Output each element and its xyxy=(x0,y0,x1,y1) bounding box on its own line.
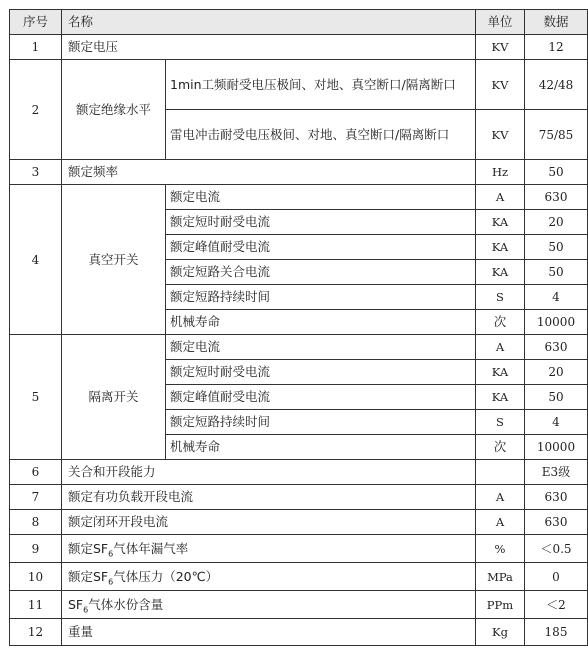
row-name: 额定电压 xyxy=(62,35,476,60)
row-unit: KV xyxy=(476,35,525,60)
table-row xyxy=(10,619,588,646)
row-subname: 机械寿命 xyxy=(166,310,476,335)
row-value: 4 xyxy=(525,410,588,435)
row-no: 9 xyxy=(10,535,62,563)
row-subname: 额定峰值耐受电流 xyxy=(166,235,476,260)
row-unit xyxy=(476,460,525,485)
row-value: 50 xyxy=(525,385,588,410)
row-no: 7 xyxy=(10,485,62,510)
row-unit: KA xyxy=(476,235,525,260)
row-value: 50 xyxy=(525,260,588,285)
row-unit: A xyxy=(476,510,525,535)
row-value: ＜2 xyxy=(525,591,588,619)
table-row xyxy=(10,460,588,485)
header-name: 名称 xyxy=(62,10,476,35)
table-row xyxy=(10,510,588,535)
row-value: 50 xyxy=(525,235,588,260)
row-unit: A xyxy=(476,185,525,210)
row-value: 630 xyxy=(525,510,588,535)
table-row xyxy=(10,591,588,619)
row-unit: KV xyxy=(476,110,525,160)
row-unit: KV xyxy=(476,60,525,110)
row-subname: 额定短时耐受电流 xyxy=(166,210,476,235)
row-subname: 机械寿命 xyxy=(166,435,476,460)
row-value: 10000 xyxy=(525,435,588,460)
row-unit: A xyxy=(476,335,525,360)
row-value: ＜0.5 xyxy=(525,535,588,563)
row-no: 12 xyxy=(10,619,62,646)
row-unit: S xyxy=(476,285,525,310)
table-row xyxy=(10,185,588,210)
header-unit: 单位 xyxy=(476,10,525,35)
table-row xyxy=(10,160,588,185)
row-subname: 额定短路关合电流 xyxy=(166,260,476,285)
parameter-table xyxy=(9,9,588,646)
row-value: 75/85 xyxy=(525,110,588,160)
table-row xyxy=(10,35,588,60)
row-value: E3级 xyxy=(525,460,588,485)
row-group-name: 额定绝缘水平 xyxy=(62,60,166,160)
row-name: 关合和开段能力 xyxy=(62,460,476,485)
row-value: 630 xyxy=(525,185,588,210)
row-subname: 额定短时耐受电流 xyxy=(166,360,476,385)
row-value: 50 xyxy=(525,160,588,185)
header-no: 序号 xyxy=(10,10,62,35)
row-unit: % xyxy=(476,535,525,563)
row-subname: 额定峰值耐受电流 xyxy=(166,385,476,410)
row-no: 4 xyxy=(10,185,62,335)
row-unit: 次 xyxy=(476,310,525,335)
row-subname: 额定电流 xyxy=(166,185,476,210)
row-group-name: 真空开关 xyxy=(62,185,166,335)
row-unit: Hz xyxy=(476,160,525,185)
row-no: 6 xyxy=(10,460,62,485)
row-subname: 雷电冲击耐受电压极间、对地、真空断口/隔离断口 xyxy=(166,110,476,160)
row-value: 0 xyxy=(525,563,588,591)
row-unit: PPm xyxy=(476,591,525,619)
row-unit: Kg xyxy=(476,619,525,646)
table-row xyxy=(10,563,588,591)
table-row xyxy=(10,60,588,110)
row-subname: 1min工频耐受电压极间、对地、真空断口/隔离断口 xyxy=(166,60,476,110)
row-value: 20 xyxy=(525,360,588,385)
row-name: 额定有功负载开段电流 xyxy=(62,485,476,510)
row-name: 额定$SF_6$气体压力（20℃） xyxy=(62,563,476,591)
row-name: 额定闭环开段电流 xyxy=(62,510,476,535)
row-value: 630 xyxy=(525,335,588,360)
table-row xyxy=(10,335,588,360)
row-value: 630 xyxy=(525,485,588,510)
row-subname: 额定短路持续时间 xyxy=(166,410,476,435)
row-name: 重量 xyxy=(62,619,476,646)
row-no: 8 xyxy=(10,510,62,535)
row-no: 3 xyxy=(10,160,62,185)
table-header-row xyxy=(10,10,588,35)
row-value: 185 xyxy=(525,619,588,646)
table-row xyxy=(10,535,588,563)
row-unit: 次 xyxy=(476,435,525,460)
row-unit: KA xyxy=(476,210,525,235)
row-group-name: 隔离开关 xyxy=(62,335,166,460)
row-no: 11 xyxy=(10,591,62,619)
row-value: 10000 xyxy=(525,310,588,335)
row-unit: MPa xyxy=(476,563,525,591)
row-unit: KA xyxy=(476,260,525,285)
row-subname: 额定短路持续时间 xyxy=(166,285,476,310)
row-name: $SF_6$气体水份含量 xyxy=(62,591,476,619)
row-no: 1 xyxy=(10,35,62,60)
row-name: 额定频率 xyxy=(62,160,476,185)
row-value: 20 xyxy=(525,210,588,235)
row-value: 4 xyxy=(525,285,588,310)
row-unit: KA xyxy=(476,385,525,410)
row-unit: KA xyxy=(476,360,525,385)
header-data: 数据 xyxy=(525,10,588,35)
row-value: 12 xyxy=(525,35,588,60)
row-unit: A xyxy=(476,485,525,510)
table-row xyxy=(10,485,588,510)
row-no: 10 xyxy=(10,563,62,591)
row-no: 5 xyxy=(10,335,62,460)
row-subname: 额定电流 xyxy=(166,335,476,360)
row-no: 2 xyxy=(10,60,62,160)
row-value: 42/48 xyxy=(525,60,588,110)
row-unit: S xyxy=(476,410,525,435)
row-name: 额定$SF_6$气体年漏气率 xyxy=(62,535,476,563)
